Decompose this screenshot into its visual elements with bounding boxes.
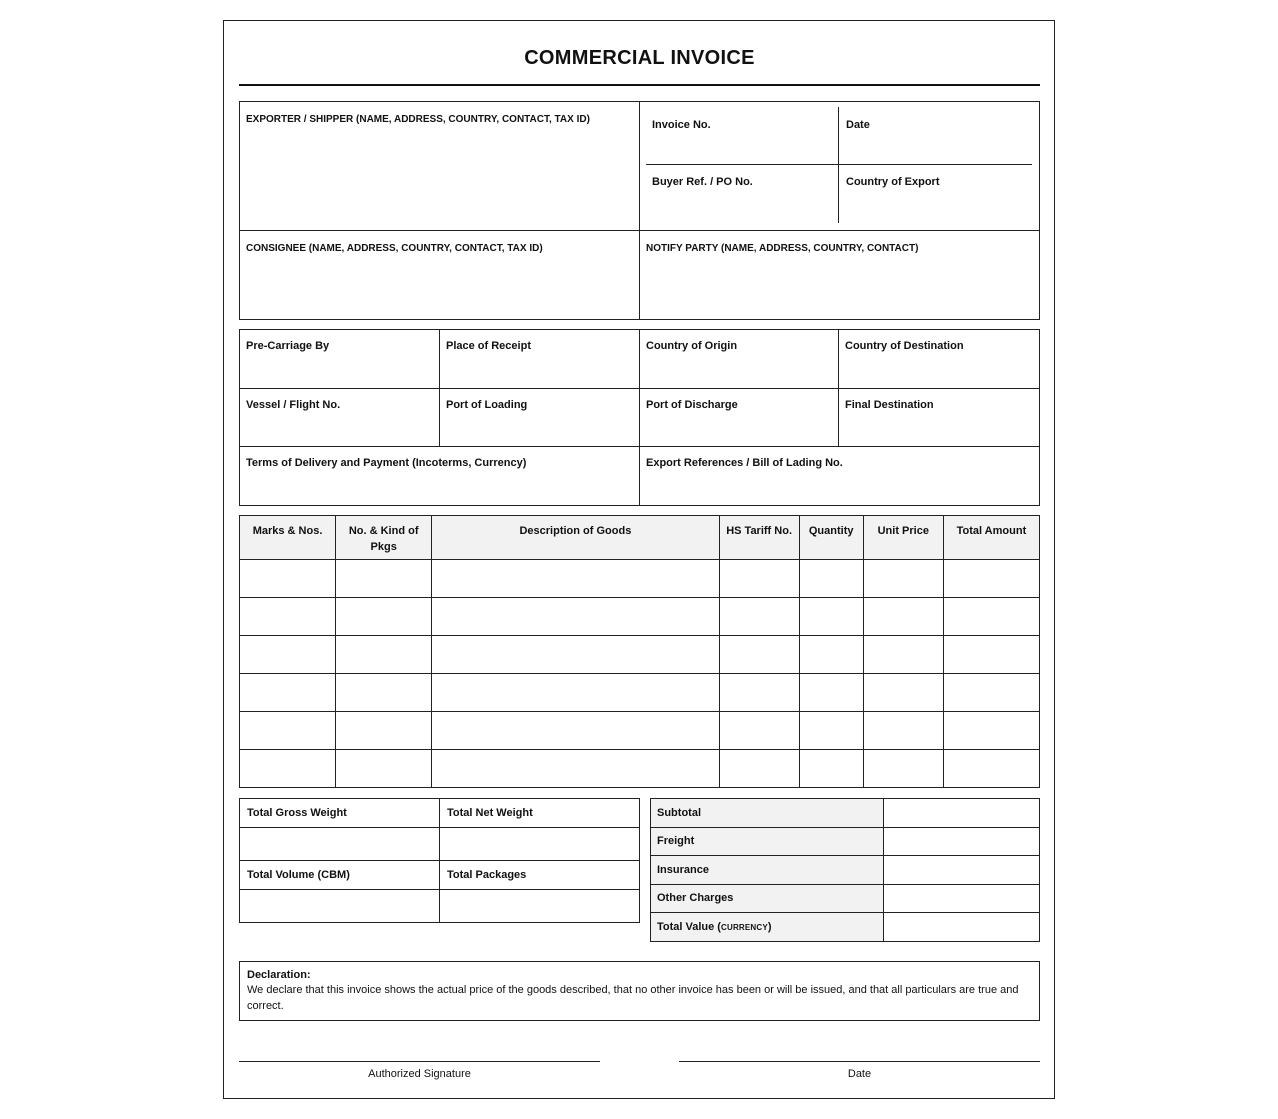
subtotal-label: Subtotal <box>651 799 884 828</box>
table-cell[interactable] <box>943 712 1039 750</box>
goods-table <box>239 515 1040 788</box>
signature-date-label: Date <box>847 1068 872 1080</box>
table-cell[interactable] <box>432 636 719 674</box>
total-value-currency: CURRENCY <box>720 922 768 932</box>
invoice-meta-box <box>640 102 1039 231</box>
table-cell[interactable] <box>240 712 336 750</box>
invoice-no-label: Invoice No. <box>652 119 711 131</box>
country-destination-label: Country of Destination <box>845 340 964 352</box>
export-refs-field[interactable] <box>640 447 1039 505</box>
exporter-box[interactable] <box>240 102 640 231</box>
country-origin-field[interactable] <box>640 330 839 389</box>
table-cell[interactable] <box>863 674 943 712</box>
page-title: COMMERCIAL INVOICE <box>524 47 755 69</box>
goods-header-row <box>240 516 1040 560</box>
volume-label: Total Volume (CBM) <box>240 861 440 890</box>
total-value-close: ) <box>767 920 772 933</box>
date-label: Date <box>846 119 870 131</box>
terms-label: Terms of Delivery and Payment (Incoterms, Currency) <box>246 457 527 469</box>
vessel-label: Vessel / Flight No. <box>246 399 341 411</box>
freight-field[interactable] <box>884 827 1040 856</box>
table-cell[interactable] <box>863 750 943 788</box>
table-cell[interactable] <box>432 560 719 598</box>
table-cell[interactable] <box>943 560 1039 598</box>
table-row <box>240 598 1040 636</box>
table-cell[interactable] <box>336 674 432 712</box>
table-cell[interactable] <box>799 674 863 712</box>
table-cell[interactable] <box>336 560 432 598</box>
weights-table <box>239 798 640 923</box>
total-value-label <box>651 913 884 942</box>
other-charges-field[interactable] <box>884 884 1040 913</box>
consignee-label: CONSIGNEE (NAME, ADDRESS, COUNTRY, CONTACT, TAX ID) <box>246 243 543 254</box>
table-cell[interactable] <box>799 598 863 636</box>
table-cell[interactable] <box>719 560 799 598</box>
signature-date-line[interactable] <box>679 1061 1040 1080</box>
declaration-heading: Declaration: <box>247 969 311 981</box>
insurance-label: Insurance <box>651 856 884 885</box>
shipping-section <box>239 329 1040 506</box>
insurance-field[interactable] <box>884 856 1040 885</box>
table-cell[interactable] <box>943 598 1039 636</box>
table-cell[interactable] <box>432 598 719 636</box>
col-description: Description of Goods <box>432 516 719 560</box>
terms-field[interactable] <box>240 447 640 505</box>
packages-label: Total Packages <box>440 861 640 890</box>
net-weight-label: Total Net Weight <box>440 799 640 828</box>
table-cell[interactable] <box>336 750 432 788</box>
title-divider <box>239 84 1040 86</box>
port-loading-label: Port of Loading <box>446 399 528 411</box>
charges-table <box>650 798 1040 942</box>
table-cell[interactable] <box>799 750 863 788</box>
other-charges-label: Other Charges <box>651 884 884 913</box>
country-export-label: Country of Export <box>846 176 940 188</box>
export-refs-label: Export References / Bill of Lading No. <box>646 457 843 469</box>
country-origin-label: Country of Origin <box>646 340 738 352</box>
table-cell[interactable] <box>863 636 943 674</box>
table-row <box>240 560 1040 598</box>
net-weight-field[interactable] <box>440 828 640 861</box>
table-cell[interactable] <box>799 636 863 674</box>
table-cell[interactable] <box>432 712 719 750</box>
total-value-field[interactable] <box>884 913 1040 942</box>
table-cell[interactable] <box>336 636 432 674</box>
table-cell[interactable] <box>863 560 943 598</box>
exporter-label: EXPORTER / SHIPPER (NAME, ADDRESS, COUNTRY, CONTACT, TAX ID) <box>246 114 590 125</box>
final-destination-field[interactable] <box>839 389 1039 447</box>
table-row <box>240 712 1040 750</box>
packages-field[interactable] <box>440 890 640 923</box>
table-cell[interactable] <box>240 636 336 674</box>
table-cell[interactable] <box>799 712 863 750</box>
gross-weight-label: Total Gross Weight <box>240 799 440 828</box>
table-cell[interactable] <box>336 712 432 750</box>
table-row <box>240 674 1040 712</box>
volume-field[interactable] <box>240 890 440 923</box>
table-cell[interactable] <box>240 750 336 788</box>
buyer-ref-field[interactable] <box>646 165 839 223</box>
col-quantity: Quantity <box>799 516 863 560</box>
signature-line[interactable] <box>239 1061 600 1080</box>
table-cell[interactable] <box>432 674 719 712</box>
signature-label: Authorized Signature <box>368 1068 471 1080</box>
total-value-text: Total Value ( <box>657 920 721 933</box>
parties-section <box>239 101 1040 320</box>
table-cell[interactable] <box>943 674 1039 712</box>
table-cell[interactable] <box>863 712 943 750</box>
col-total-amount: Total Amount <box>943 516 1039 560</box>
table-cell[interactable] <box>336 598 432 636</box>
invoice-page <box>223 20 1055 1099</box>
place-receipt-field[interactable] <box>440 330 640 389</box>
notify-party-label: NOTIFY PARTY (NAME, ADDRESS, COUNTRY, CONTACT) <box>646 243 919 254</box>
notify-party-box[interactable] <box>640 231 1039 319</box>
table-cell[interactable] <box>240 598 336 636</box>
country-export-field[interactable] <box>839 165 1032 223</box>
col-unit-price: Unit Price <box>863 516 943 560</box>
declaration-text: We declare that this invoice shows the actual price of the goods described, that no other invoice has been or will be issued, and that all particulars are true and correct. <box>247 984 1019 1012</box>
date-field[interactable] <box>839 107 1032 165</box>
consignee-box[interactable] <box>240 231 640 319</box>
table-row <box>240 750 1040 788</box>
pre-carriage-label: Pre-Carriage By <box>246 340 330 352</box>
table-cell[interactable] <box>240 674 336 712</box>
table-cell[interactable] <box>863 598 943 636</box>
table-cell[interactable] <box>943 750 1039 788</box>
port-discharge-label: Port of Discharge <box>646 399 738 411</box>
table-cell[interactable] <box>719 636 799 674</box>
table-cell[interactable] <box>719 712 799 750</box>
pre-carriage-field[interactable] <box>240 330 440 389</box>
col-pkgs: No. & Kind of Pkgs <box>336 516 432 560</box>
col-marks: Marks & Nos. <box>240 516 336 560</box>
gross-weight-field[interactable] <box>240 828 440 861</box>
table-row <box>240 636 1040 674</box>
table-cell[interactable] <box>719 750 799 788</box>
place-receipt-label: Place of Receipt <box>446 340 531 352</box>
country-destination-field[interactable] <box>839 330 1039 389</box>
col-hs-tariff: HS Tariff No. <box>719 516 799 560</box>
final-destination-label: Final Destination <box>845 399 934 411</box>
subtotal-field[interactable] <box>884 799 1040 828</box>
freight-label: Freight <box>651 827 884 856</box>
table-cell[interactable] <box>432 750 719 788</box>
declaration-box <box>239 961 1040 1021</box>
table-cell[interactable] <box>943 636 1039 674</box>
vessel-field[interactable] <box>240 389 440 447</box>
table-cell[interactable] <box>719 598 799 636</box>
buyer-ref-label: Buyer Ref. / PO No. <box>652 176 753 188</box>
invoice-no-field[interactable] <box>646 107 839 165</box>
port-loading-field[interactable] <box>440 389 640 447</box>
table-cell[interactable] <box>799 560 863 598</box>
port-discharge-field[interactable] <box>640 389 839 447</box>
table-cell[interactable] <box>719 674 799 712</box>
table-cell[interactable] <box>240 560 336 598</box>
